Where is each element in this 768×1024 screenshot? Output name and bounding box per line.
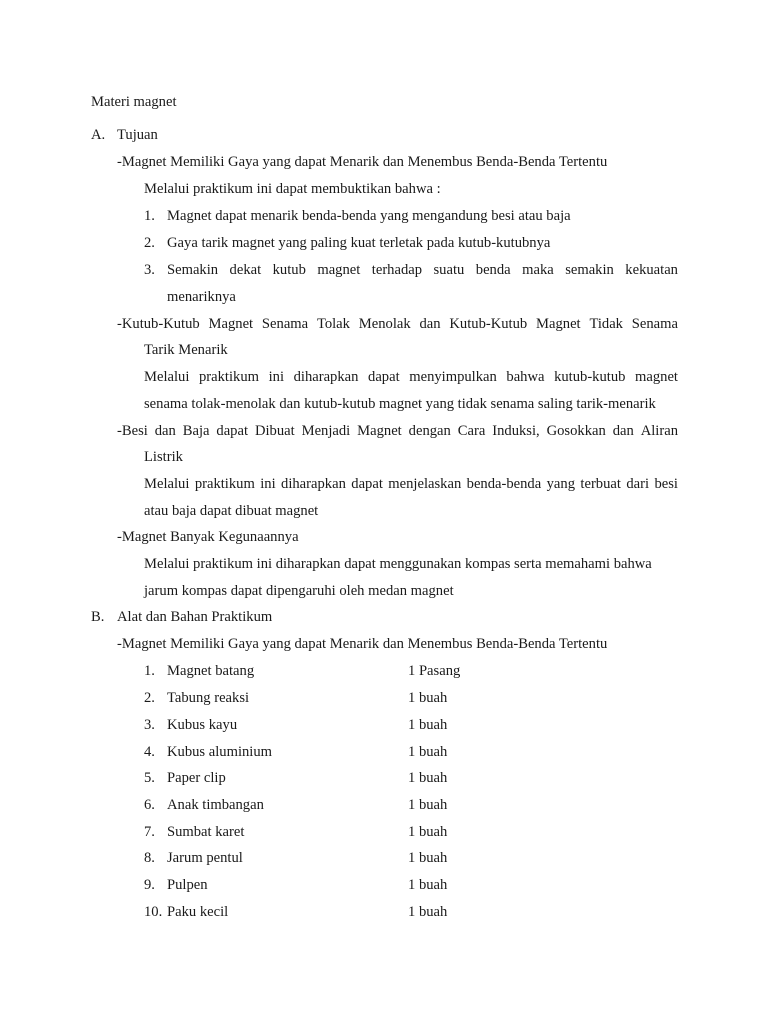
- sub3-heading-continued: Listrik: [144, 449, 183, 465]
- word: Tolak: [316, 316, 350, 332]
- equipment-qty: 1 buah: [408, 770, 448, 786]
- sub4-desc-continued: jarum kompas dapat dipengaruhi oleh medan magnet: [144, 583, 454, 599]
- list-item-number: 3.: [144, 262, 155, 278]
- word: diharapkan: [293, 369, 359, 385]
- sub1-intro: Melalui praktikum ini dapat membuktikan bahwa :: [144, 181, 441, 197]
- word: yang: [546, 476, 575, 492]
- word: dan: [612, 423, 634, 439]
- word: diharapkan: [281, 476, 346, 492]
- list-item-text: [167, 260, 678, 280]
- equipment-number: 1.: [144, 663, 155, 679]
- word: Magnet: [357, 423, 402, 439]
- section-a-marker: A.: [91, 127, 106, 143]
- word: dan: [154, 423, 176, 439]
- list-item-text-continued: menariknya: [167, 289, 236, 305]
- equipment-number: 8.: [144, 850, 155, 866]
- equipment-qty: 1 buah: [408, 877, 448, 893]
- word: terbuat: [580, 476, 621, 492]
- equipment-name: Paku kecil: [167, 904, 229, 920]
- word: Melalui: [144, 369, 190, 385]
- word: Dibuat: [254, 423, 295, 439]
- equipment-qty: 1 buah: [408, 850, 448, 866]
- sub2-desc: [144, 367, 678, 387]
- word: Induksi,: [492, 423, 540, 439]
- sub1-heading: -Magnet Memiliki Gaya yang dapat Menarik dan Menembus Benda-Benda Tertentu: [117, 154, 608, 170]
- equipment-name: Anak timbangan: [167, 797, 264, 813]
- section-a-heading: Tujuan: [117, 127, 158, 143]
- word: kutub-kutub: [554, 369, 626, 385]
- equipment-number: 4.: [144, 744, 155, 760]
- word: Kutub-Kutub: [449, 316, 528, 332]
- equipment-name: Kubus aluminium: [167, 744, 272, 760]
- list-item-text: Gaya tarik magnet yang paling kuat terletak pada kutub-kutubnya: [167, 235, 551, 251]
- equipment-name: Magnet batang: [167, 663, 255, 679]
- word: benda-benda: [466, 476, 542, 492]
- word: terhadap: [371, 262, 423, 278]
- word: Menolak: [358, 316, 411, 332]
- word: suatu: [433, 262, 465, 278]
- word: dekat: [229, 262, 262, 278]
- equipment-qty: 1 buah: [408, 904, 448, 920]
- word: dapat: [351, 476, 383, 492]
- word: Magnet: [208, 316, 254, 332]
- word: dari: [626, 476, 650, 492]
- equipment-name: Sumbat karet: [167, 824, 245, 840]
- document-title: Materi magnet: [91, 94, 177, 110]
- equipment-number: 6.: [144, 797, 155, 813]
- sub4-desc: Melalui praktikum ini diharapkan dapat menggunakan kompas serta memahami bahwa: [144, 556, 652, 572]
- word: Senama: [631, 316, 678, 332]
- equipment-name: Kubus kayu: [167, 717, 238, 733]
- word: Cara: [457, 423, 486, 439]
- word: ini: [260, 476, 276, 492]
- word: magnet: [635, 369, 678, 385]
- equipment-name: Jarum pentul: [167, 850, 243, 866]
- equipment-number: 3.: [144, 717, 155, 733]
- word: Gosokkan: [546, 423, 606, 439]
- word: menjelaskan: [388, 476, 462, 492]
- sub3-heading: [117, 421, 678, 441]
- word: benda: [475, 262, 511, 278]
- word: Aliran: [640, 423, 678, 439]
- word: Senama: [261, 316, 309, 332]
- word: menyimpulkan: [409, 369, 497, 385]
- equipment-name: Pulpen: [167, 877, 208, 893]
- equipment-number: 7.: [144, 824, 155, 840]
- sub2-heading: [117, 314, 678, 334]
- word: Menjadi: [301, 423, 351, 439]
- list-item-number: 2.: [144, 235, 155, 251]
- word: praktikum: [199, 369, 259, 385]
- equipment-qty: 1 buah: [408, 690, 448, 706]
- equipment-qty: 1 buah: [408, 824, 448, 840]
- word: ini: [268, 369, 284, 385]
- list-item-number: 1.: [144, 208, 155, 224]
- sub3-desc: [144, 474, 678, 494]
- section-b-heading: Alat dan Bahan Praktikum: [117, 609, 273, 625]
- sub3-desc-continued: atau baja dapat dibuat magnet: [144, 503, 319, 519]
- equipment-number: 2.: [144, 690, 155, 706]
- word: maka: [522, 262, 554, 278]
- equipment-qty: 1 Pasang: [408, 663, 461, 679]
- equipment-number: 10.: [144, 904, 163, 920]
- equipment-name: Tabung reaksi: [167, 690, 250, 706]
- word: kekuatan: [625, 262, 678, 278]
- word: -Besi: [117, 423, 148, 439]
- sub2-desc-continued: senama tolak-menolak dan kutub-kutub magnet yang tidak senama saling tarik-menarik: [144, 396, 656, 412]
- equipment-number: 5.: [144, 770, 155, 786]
- list-item-text: Magnet dapat menarik benda-benda yang mengandung besi atau baja: [167, 208, 571, 224]
- section-b-sub1-heading: -Magnet Memiliki Gaya yang dapat Menarik dan Menembus Benda-Benda Tertentu: [117, 636, 608, 652]
- word: kutub: [272, 262, 306, 278]
- section-b-marker: B.: [91, 609, 105, 625]
- word: dan: [419, 316, 441, 332]
- word: praktikum: [194, 476, 255, 492]
- word: -Kutub-Kutub: [117, 316, 200, 332]
- word: Melalui: [144, 476, 190, 492]
- word: dapat: [368, 369, 400, 385]
- word: Semakin: [167, 262, 219, 278]
- word: besi: [654, 476, 678, 492]
- equipment-name: Paper clip: [167, 770, 226, 786]
- sub2-heading-continued: Tarik Menarik: [144, 342, 228, 358]
- word: dapat: [216, 423, 249, 439]
- equipment-qty: 1 buah: [408, 797, 448, 813]
- word: semakin: [565, 262, 614, 278]
- word: Tidak: [589, 316, 623, 332]
- word: magnet: [317, 262, 361, 278]
- equipment-qty: 1 buah: [408, 717, 448, 733]
- word: Baja: [182, 423, 210, 439]
- word: Magnet: [536, 316, 581, 332]
- sub4-heading: -Magnet Banyak Kegunaannya: [117, 529, 299, 545]
- equipment-number: 9.: [144, 877, 155, 893]
- word: bahwa: [506, 369, 545, 385]
- equipment-qty: 1 buah: [408, 744, 448, 760]
- word: dengan: [408, 423, 451, 439]
